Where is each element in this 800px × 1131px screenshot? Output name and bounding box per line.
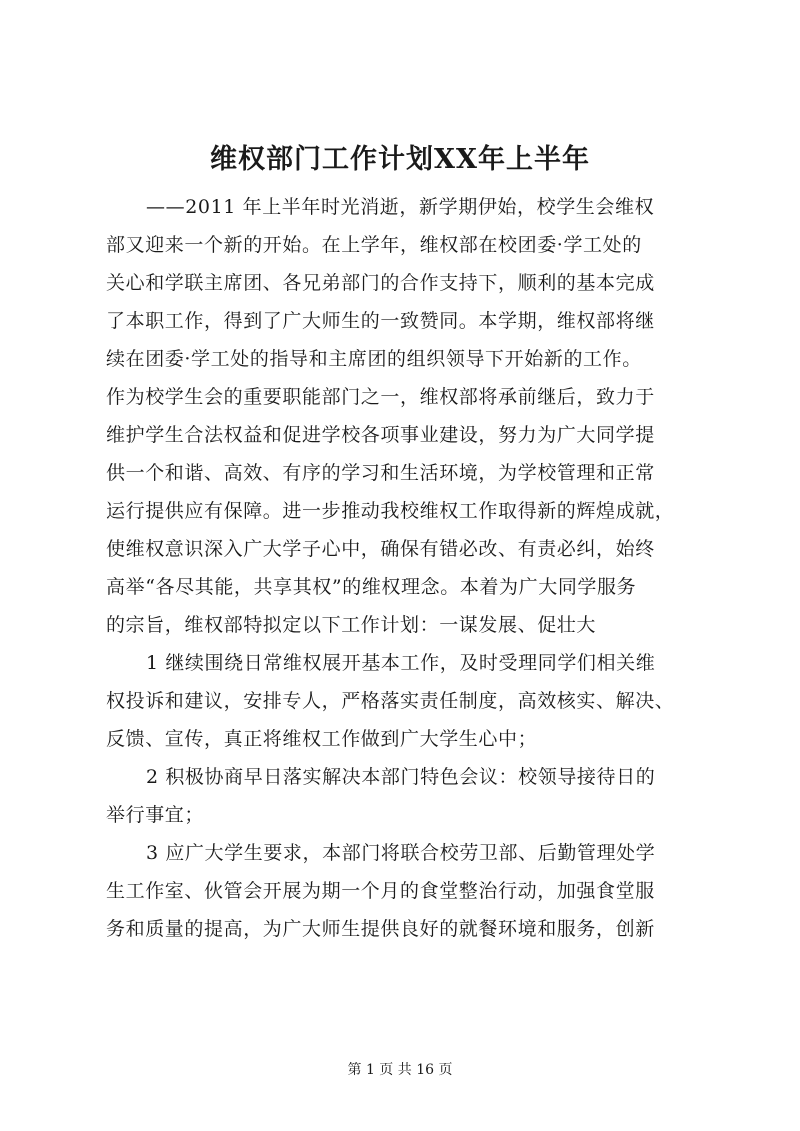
list-item-line: 3 应广大学生要求，本部门将联合校劳卫部、后勤管理处学 xyxy=(146,842,656,864)
paragraph-line: 高举“各尽其能，共享其权”的维权理念。本着为广大同学服务 xyxy=(106,576,637,598)
document-title: 维权部门工作计划XX年上半年 xyxy=(210,144,590,175)
paragraph-line: ——2011 年上半年时光消逝，新学期伊始，校学生会维权 xyxy=(146,196,655,218)
document-body xyxy=(106,188,716,948)
paragraph-line: 供一个和谐、高效、有序的学习和生活环境，为学校管理和正常 xyxy=(106,462,655,484)
list-item-line: 权投诉和建议，安排专人，严格落实责任制度，高效核实、解决、 xyxy=(106,690,675,712)
list-item-line: 生工作室、伙管会开展为期一个月的食堂整治行动，加强食堂服 xyxy=(106,880,655,902)
list-item-line: 务和质量的提高，为广大师生提供良好的就餐环境和服务，创新 xyxy=(106,918,655,940)
paragraph-line: 使维权意识深入广大学子心中，确保有错必改、有责必纠，始终 xyxy=(106,538,655,560)
paragraph-line: 部又迎来一个新的开始。在上学年，维权部在校团委·学工处的 xyxy=(106,234,642,256)
list-item-line: 1 继续围绕日常维权展开基本工作，及时受理同学们相关维 xyxy=(146,652,656,674)
paragraph-line: 关心和学联主席团、各兄弟部门的合作支持下，顺利的基本完成 xyxy=(106,272,655,294)
page-number-footer: 第 1 页 共 16 页 xyxy=(347,1062,453,1078)
paragraph-line: 作为校学生会的重要职能部门之一，维权部将承前继后，致力于 xyxy=(106,386,655,408)
paragraph-line: 维护学生合法权益和促进学校各项事业建设，努力为广大同学提 xyxy=(106,424,655,446)
list-item-line: 举行事宜； xyxy=(106,804,205,826)
paragraph-line: 运行提供应有保障。进一步推动我校维权工作取得新的辉煌成就， xyxy=(106,500,675,522)
paragraph-line: 的宗旨，维权部特拟定以下工作计划：一谋发展、促壮大 xyxy=(106,614,597,636)
list-item-line: 2 积极协商早日落实解决本部门特色会议：校领导接待日的 xyxy=(146,766,656,788)
list-item-line: 反馈、宣传，真正将维权工作做到广大学生心中； xyxy=(106,728,538,750)
paragraph-line: 了本职工作，得到了广大师生的一致赞同。本学期，维权部将继 xyxy=(106,310,655,332)
paragraph-line: 续在团委·学工处的指导和主席团的组织领导下开始新的工作。 xyxy=(106,348,642,370)
